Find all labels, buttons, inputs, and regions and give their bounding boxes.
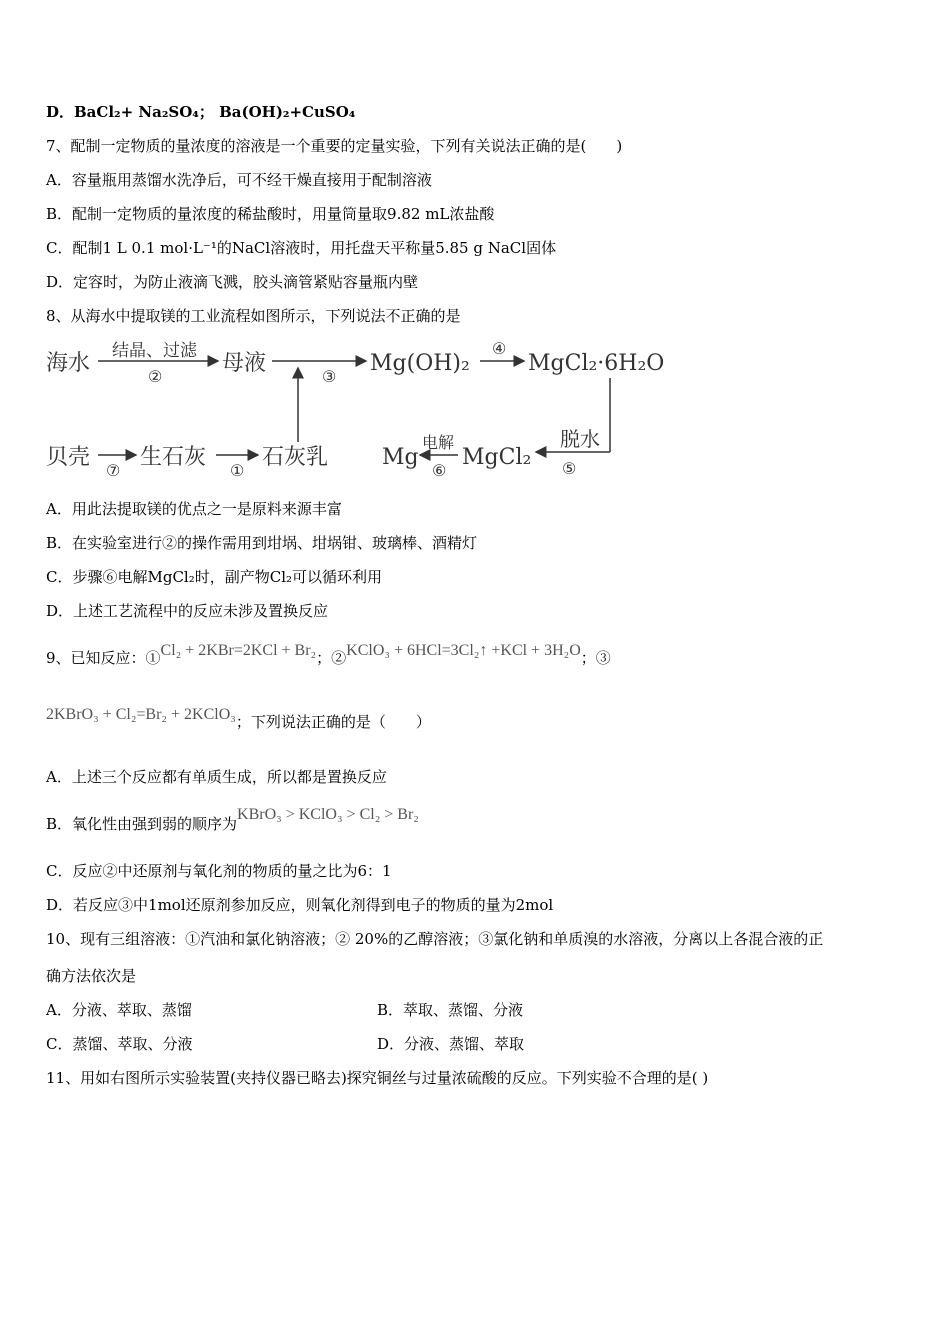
diagram-electrolysis-label: 电解 — [422, 433, 455, 452]
q9-sep-2: ；② — [316, 649, 347, 667]
q10-stem-line2: 确方法依次是 — [46, 967, 137, 985]
q9-stem-line2 — [46, 706, 431, 733]
q10-option-b: B．萃取、蒸馏、分液 — [377, 1001, 524, 1019]
q9-option-b-text: B．氧化性由强到弱的顺序为 — [46, 815, 238, 833]
diagram-shell: 贝壳 — [46, 445, 91, 470]
q9-sep-3: ；③ — [580, 649, 611, 667]
diagram-mgcl2: MgCl₂ — [462, 445, 532, 470]
diagram-dehydrate-label: 脱水 — [560, 427, 600, 451]
q8-stem: 8、从海水中提取镁的工业流程如图所示，下列说法不正确的是 — [46, 307, 461, 325]
q9-option-b-formula: KBrO₃ > KClO₃ > Cl₂ > Br₂ — [237, 806, 419, 823]
q8-option-c: C．步骤⑥电解MgCl₂时，副产物Cl₂可以循环利用 — [46, 568, 383, 586]
q10-option-a: A．分液、萃取、蒸馏 — [46, 1001, 192, 1019]
diagram-seawater: 海水 — [46, 351, 91, 376]
q7-option-a: A．容量瓶用蒸馏水洗净后，可不经干燥直接用于配制溶液 — [46, 171, 432, 189]
q10-stem-line1: 10、现有三组溶液：①汽油和氯化钠溶液；② 20%的乙醇溶液；③氯化钠和单质溴的水溶液，分离以上各混合液的正 — [46, 930, 824, 948]
q9-option-b — [46, 806, 419, 835]
diagram-circle-7: ⑦ — [106, 461, 121, 480]
q9-reaction-2: KClO₃ + 6HCl=3Cl₂↑ +KCl + 3H₂O — [346, 642, 581, 659]
diagram-mother-liquor: 母液 — [222, 351, 267, 376]
q9-reaction-3: 2KBrO₃ + Cl₂=Br₂ + 2KClO₃ — [46, 706, 236, 723]
q9-stem-end: ；下列说法正确的是（ ） — [235, 713, 431, 731]
q11-stem: 11、用如右图所示实验装置(夹持仪器已略去)探究铜丝与过量浓硫酸的反应。下列实验不合理的是( ) — [46, 1069, 709, 1087]
q9-stem-line1 — [46, 642, 611, 669]
q9-option-a: A．上述三个反应都有单质生成，所以都是置换反应 — [46, 768, 387, 786]
q7-option-c: C．配制1 L 0.1 mol·L⁻¹的NaCl溶液时，用托盘天平称量5.85 g NaCl固体 — [46, 239, 557, 257]
q8-option-d: D．上述工艺流程中的反应未涉及置换反应 — [46, 602, 329, 620]
diagram-limemilk: 石灰乳 — [262, 445, 329, 470]
q9-option-c: C．反应②中还原剂与氧化剂的物质的量之比为6：1 — [46, 862, 392, 880]
q10-option-c: C．蒸馏、萃取、分液 — [46, 1035, 193, 1053]
q6-option-d: D．BaCl₂+ Na₂SO₄； Ba(OH)₂+CuSO₄ — [46, 103, 356, 121]
diagram-circle-5: ⑤ — [562, 459, 577, 478]
diagram-quicklime: 生石灰 — [140, 445, 207, 470]
diagram-mgoh2: Mg(OH)₂ — [370, 351, 470, 376]
q9-stem-start: 9、已知反应：① — [46, 649, 161, 667]
diagram-step2-label: 结晶、过滤 — [112, 341, 197, 361]
diagram-circle-6: ⑥ — [432, 461, 447, 480]
diagram-circle-1: ① — [230, 461, 245, 480]
q8-option-b: B．在实验室进行②的操作需用到坩埚、坩埚钳、玻璃棒、酒精灯 — [46, 534, 478, 552]
q10-option-d: D．分液、蒸馏、萃取 — [377, 1035, 525, 1053]
diagram-mg: Mg — [382, 445, 419, 470]
q7-stem: 7、配制一定物质的量浓度的溶液是一个重要的定量实验，下列有关说法正确的是( ) — [46, 137, 623, 155]
q9-option-d: D．若反应③中1mol还原剂参加反应，则氧化剂得到电子的物质的量为2mol — [46, 896, 554, 914]
q9-reaction-1: Cl₂ + 2KBr=2KCl + Br₂ — [160, 642, 317, 659]
q7-option-d: D．定容时，为防止液滴飞溅，胶头滴管紧贴容量瓶内壁 — [46, 273, 419, 291]
q8-option-a: A．用此法提取镁的优点之一是原料来源丰富 — [46, 500, 342, 518]
diagram-circle-3: ③ — [322, 367, 337, 386]
q7-option-b: B．配制一定物质的量浓度的稀盐酸时，用量筒量取9.82 mL浓盐酸 — [46, 205, 495, 223]
diagram-mgcl2-hydrate: MgCl₂·6H₂O — [528, 351, 665, 376]
magnesium-flow-diagram — [40, 334, 690, 484]
diagram-circle-4: ④ — [492, 339, 507, 358]
diagram-circle-2: ② — [148, 367, 163, 386]
